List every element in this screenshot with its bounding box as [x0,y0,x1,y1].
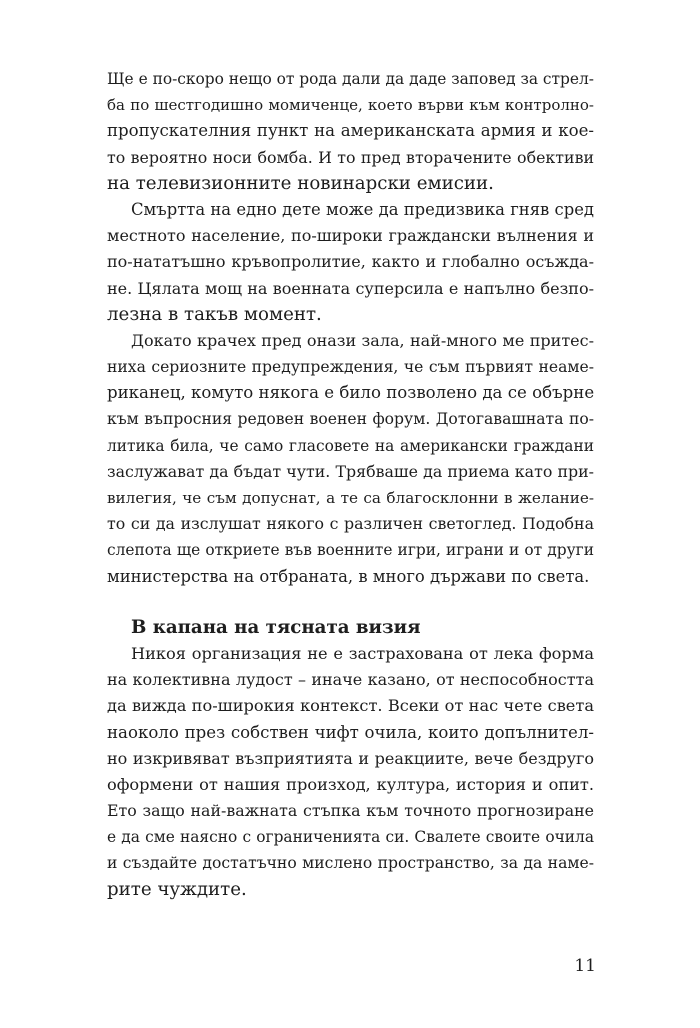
text-line: но изкривяват възприятията и реакциите, вече бездруго [107,748,594,768]
text-line: Ще е по-скоро нещо от рода дали да даде заповед за стрел- [107,70,594,88]
text-line: вилегия, че съм допуснат, а те са благосклонни в желание- [107,489,594,507]
text-line: то вероятно носи бомба. И то пред вторачените обективи [107,147,594,167]
text-line: на телевизионните новинарски емисии. [107,172,494,194]
text-line: Никоя организация не е застрахована от лека форма [131,643,594,663]
text-line: по-нататъшно кръвопролитие, както и глобално осъжда- [107,252,594,272]
text-line: местното население, по-широки граждански вълнения и [107,226,594,246]
paragraph [107,197,594,328]
section-heading: В капана на тясната визия [131,616,421,638]
text-line: то си да изслушат някого с различен светоглед. Подобна [107,514,594,534]
text-line: да вижда по-широкия контекст. Всеки от нас чете света [107,696,594,716]
paragraph [107,66,594,197]
text-line: заслужават да бъдат чути. Трябваше да приема като при- [107,461,594,481]
text-line: рите чуждите. [107,878,247,900]
section-gap [107,590,594,615]
text-line: е да сме наясно с ограниченията си. Свалете своите очила [107,828,594,847]
page-body [107,66,594,903]
text-line: не. Цялата мощ на военната суперсила е напълно безпо- [107,278,594,298]
text-line: оформени от нашия произход, култура, история и опит. [107,774,594,794]
text-line: и създайте достатъчно мислено пространство, за да наме- [107,854,594,873]
text-line: към въпросния редовен военен форум. Дотогавашната по- [107,410,594,429]
text-line: ба по шестгодишно момиченце, което върви към контролно- [107,96,594,115]
text-line: лезна в такъв момент. [107,303,322,325]
text-line: Докато крачех пред онази зала, най-много ме притес- [131,330,594,350]
text-line: на колективна лудост – иначе казано, от неспособността [107,670,594,690]
page-number: 11 [574,956,596,976]
text-line: Ето защо най-важната стъпка към точното прогнозиране [107,801,594,821]
text-line: министерства на отбраната, в много държави по света. [107,566,590,586]
text-line: Смъртта на едно дете може да предизвика гняв сред [131,199,594,219]
text-line: пропускателния пункт на американската армия и кое- [107,121,594,141]
paragraph [107,328,594,590]
text-line: ниха сериозните предупреждения, че съм първият неаме- [107,358,594,377]
paragraph [107,641,594,903]
text-line: риканец, комуто някога е било позволено да се обърне [107,383,595,403]
text-line: наоколо през собствен чифт очила, които допълнител- [107,722,594,742]
text-line: литика била, че само гласовете на американски граждани [107,436,594,455]
text-line: слепота ще откриете във военните игри, играни и от други [107,541,594,560]
